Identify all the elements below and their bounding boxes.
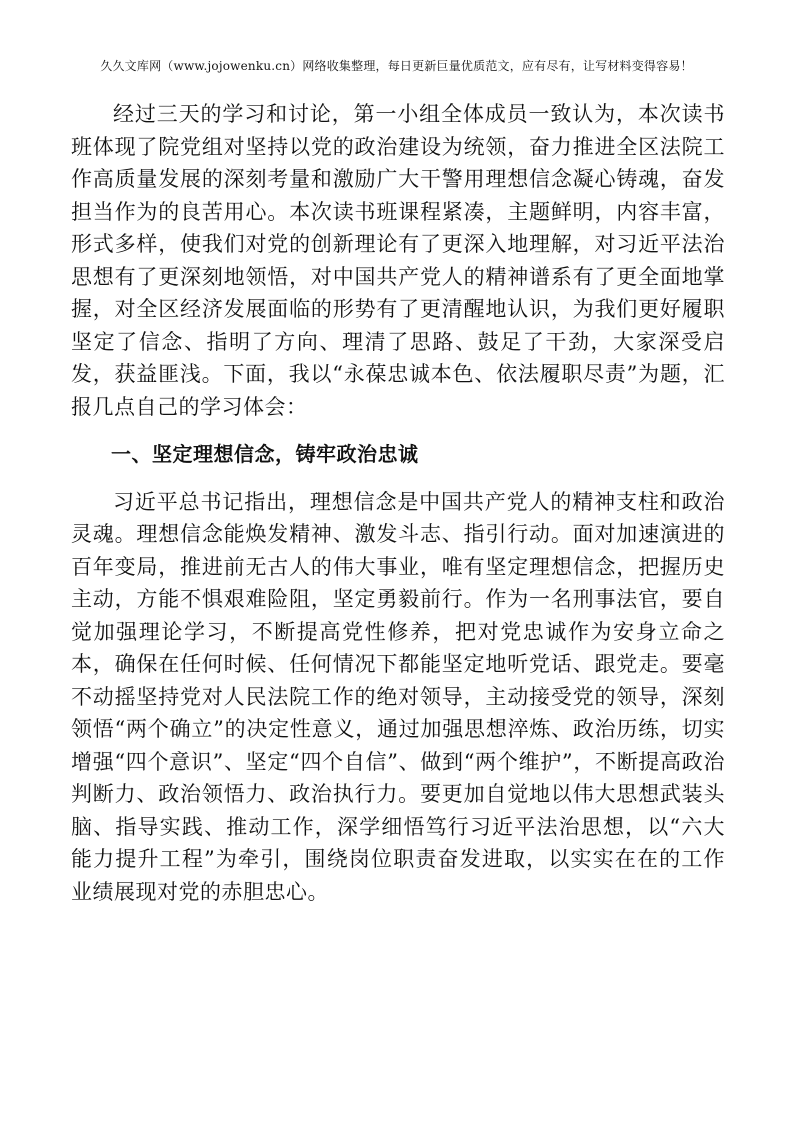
- paragraph-intro: 经过三天的学习和讨论，第一小组全体成员一致认为，本次读书班体现了院党组对坚持以党的政治建设为统领，奋力推进全区法院工作高质量发展的深刻考量和激励广大干警用理想信念凝心铸魂，奋发担当作为的良苦用心。本次读书班课程紧凑，主题鲜明，内容丰富，形式多样，使我们对党的创新理论有了更深入地理解，对习近平法治思想有了更深刻地领悟，对中国共产党人的精神谱系有了更全面地掌握，对全区经济发展面临的形势有了更清醒地认识，为我们更好履职坚定了信念、指明了方向、理清了思路、鼓足了干劲，大家深受启发，获益匪浅。下面，我以“永葆忠诚本色、依法履职尽责”为题，汇报几点自己的学习体会：: [71, 102, 725, 419]
- page-header: 久久文库网（www.jojowenku.cn）网络收集整理，每日更新巨量优质范文，应有尽有，让写材料变得容易！: [100, 59, 693, 73]
- document-body: [71, 98, 725, 908]
- section-heading: 一、坚定理想信念，铸牢政治忠诚: [111, 442, 419, 466]
- paragraph-section-1: 习近平总书记指出，理想信念是中国共产党人的精神支柱和政治灵魂。理想信念能焕发精神、激发斗志、指引行动。面对加速演进的百年变局，推进前无古人的伟大事业，唯有坚定理想信念，把握历史主动，方能不惧艰难险阻，坚定勇毅前行。作为一名刑事法官，要自觉加强理论学习，不断提高党性修养，把对党忠诚作为安身立命之本，确保在任何时候、任何情况下都能坚定地听党话、跟党走。要毫不动摇坚持党对人民法院工作的绝对领导，主动接受党的领导，深刻领悟“两个确立”的决定性意义，通过加强思想淬炼、政治历练，切实增强“四个意识”、坚定“四个自信”、做到“两个维护”，不断提高政治判断力、政治领悟力、政治执行力。要更加自觉地以伟大思想武装头脑、指导实践、推动工作，深学细悟笃行习近平法治思想，以“六大能力提升工程”为牵引，围绕岗位职责奋发进取，以实实在在的工作业绩展现对党的赤胆忠心。: [71, 489, 725, 904]
